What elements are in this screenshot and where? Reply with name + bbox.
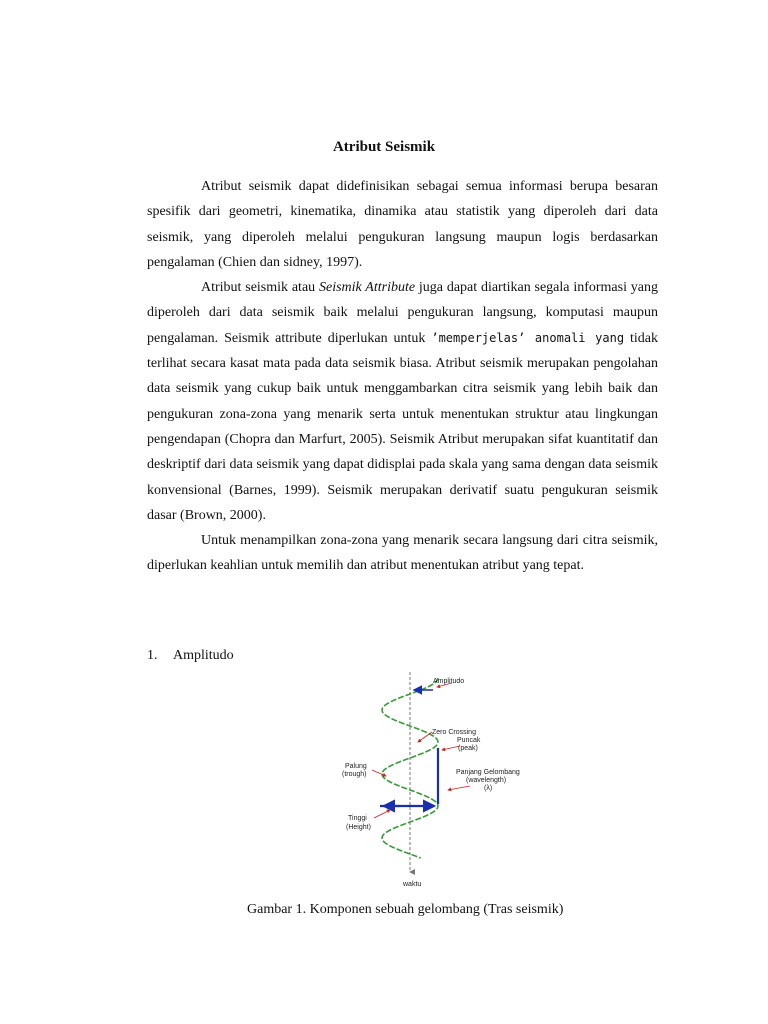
label-peak: Puncak xyxy=(457,737,481,744)
height-pointer xyxy=(374,810,390,818)
section-title: Amplitudo xyxy=(173,648,234,663)
paragraph-2-emphasis: Seismik Attribute xyxy=(318,280,416,296)
label-height-en: (Height) xyxy=(346,824,371,831)
paragraph-2-part-c: tidak terlihat secara kasat mata pada data seismik biasa. Atribut seismik merupakan pengolahan data seismik yang cukup baik untuk menggambarkan citra seismik yang lebih baik dan pengukuran zona-zona yang menarik serta untuk menentukan struktur atau lingkungan pengendapan (Chopra dan Marfurt, 2005). Seismik Atribut merupakan sifat kuantitatif dan deskriptif dari data seismik yang dapat didisplai pada skala yang sama dengan data seismik konvensional (Barnes, 1999). Seismik merupakan derivatif suatu pengukuran seismik dasar (Brown, 2000). xyxy=(147,330,658,523)
label-zero-crossing: Zero Crossing xyxy=(432,729,476,736)
label-amplitude: Amplitudo xyxy=(433,678,465,685)
label-height: Tinggi xyxy=(348,815,367,822)
label-wavelength: Panjang Gelombang xyxy=(456,769,520,776)
label-trough-en: (trough) xyxy=(342,771,367,778)
paragraph-1: Atribut seismik dapat didefinisikan sebagai semua informasi berupa besaran spesifik dari geometri, kinematika, dinamika atau statistik yang diperoleh dari data seismik, yang diperoleh melalui pengukuran langsung maupun logis berdasarkan pengalaman (Chien dan sidney, 1997). xyxy=(147,179,658,270)
label-trough: Palung xyxy=(345,763,367,770)
section-number: 1. xyxy=(147,648,158,663)
label-time: waktu xyxy=(403,881,422,888)
wavelength-pointer xyxy=(448,786,470,790)
label-peak-en: (peak) xyxy=(458,745,478,752)
label-wavelength-en: (wavelength) xyxy=(466,777,507,784)
figure-caption: Gambar 1. Komponen sebuah gelombang (Tras seismik) xyxy=(247,902,564,917)
paragraph-2-part-b: juga dapat diartikan segala informasi yang diperoleh dari data seismik baik melalui pengukuran langsung, komputasi maupun pengalaman. Seismik attribute diperlukan untuk xyxy=(147,280,658,346)
paragraph-2-mono: ’memperjelas’ anomali yang xyxy=(431,330,625,345)
paragraph-3: Untuk menampilkan zona-zona yang menarik secara langsung dari citra seismik, diperlukan keahlian untuk memilih dan atribut menentukan atribut yang tepat. xyxy=(147,533,658,574)
paragraph-2-part-a: Atribut seismik atau xyxy=(201,280,319,296)
label-wavelength-symbol: (λ) xyxy=(484,785,493,792)
zero-crossing-pointer xyxy=(418,732,432,742)
page-title: Atribut Seismik xyxy=(332,139,436,155)
